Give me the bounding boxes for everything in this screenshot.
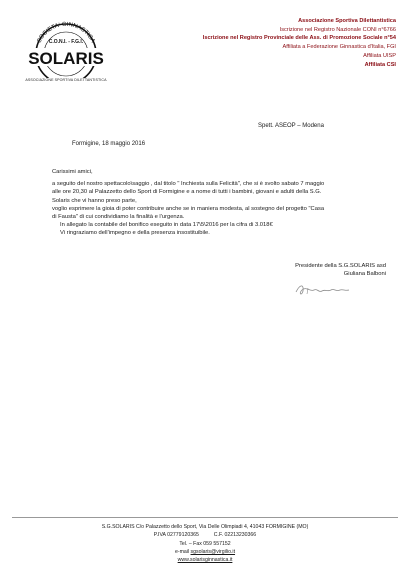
association-header bbox=[146, 17, 396, 69]
letter-body bbox=[52, 168, 382, 238]
logo-graphic bbox=[20, 14, 112, 78]
header-line-5: Affiliata UISP bbox=[363, 52, 396, 59]
salutation: Carissimi amici, bbox=[52, 169, 93, 175]
handwritten-signature bbox=[294, 282, 354, 303]
header-line-4: Affiliata a Federazione Ginnastica d'Italia, FGI bbox=[282, 44, 396, 51]
signature-name: Giuliana Balboni bbox=[343, 271, 386, 278]
footer-website-link[interactable]: www.solarisginnastica.it bbox=[177, 557, 233, 564]
footer-tax-row bbox=[0, 531, 410, 539]
place-date: Formigine, 18 maggio 2016 bbox=[72, 141, 146, 147]
payment-paragraph: In allegato la contabile del bonifico eseguito in data 17\5\2016 per la cifra di 3.018€ bbox=[60, 222, 273, 229]
logo-coni-text: C.O.N.I. - F.G.I. bbox=[48, 39, 84, 45]
footer-tel: Tel. – Fax 059 557152 bbox=[179, 540, 231, 547]
thanks-paragraph: Vi ringraziamo dell'impegno e della presenza insostituibile. bbox=[60, 230, 210, 237]
header-line-2: Iscrizione nel Registro Nazionale CONI n°6766 bbox=[279, 26, 396, 33]
paragraph-line-1: a seguito del nostro spettacolo\saggio , dal titolo " Inchiesta sulla Felicità", che si è svolto sabato 7 maggio bbox=[52, 181, 325, 188]
logo-arc-text: SOCIETA' GINNASTICA bbox=[36, 21, 96, 45]
paragraph-line-2: alle ore 20,30 al Palazzetto dello Sport di Formigine e a nome di tutti i bambini, giovani e adulti della S.G. bbox=[52, 189, 322, 196]
recipient: Spett. ASEOP – Modena bbox=[258, 123, 324, 129]
paragraph-line-3: Solaris che vi hanno preso parte, bbox=[52, 197, 137, 204]
logo-name: SOLARIS bbox=[28, 49, 104, 68]
footer-email-label: e-mail bbox=[174, 548, 190, 555]
header-line-3: Iscrizione nel Registro Provinciale delle Ass. di Promozione Sociale n°54 bbox=[202, 35, 396, 42]
solaris-logo bbox=[20, 14, 112, 86]
paragraph-line-5: di Fausta" di cui condividiamo la finalità e l'urgenza. bbox=[52, 214, 185, 221]
footer-email-link[interactable]: sgsolaris@virgilio.it bbox=[190, 548, 236, 555]
logo-subtitle: ASSOCIAZIONE SPORTIVA DILETTANTISTICA bbox=[25, 78, 107, 82]
footer-piva: P.IVA 02779120365 bbox=[153, 532, 199, 539]
header-line-1: Associazione Sportiva Dilettantistica bbox=[298, 18, 396, 24]
signature-block bbox=[274, 262, 386, 279]
paragraph-line-4: voglio esprimere la gioia di poter contribuire anche se in maniera modesta, al sostegno del progetto "Casa bbox=[52, 205, 325, 212]
footer-cf: C.F. 02213230366 bbox=[213, 532, 257, 539]
header-line-6: Affiliata CSI bbox=[364, 61, 396, 68]
footer-address: S.G.SOLARIS C/o Palazzetto dello Sport, Via Delle Olimpiadi 4, 41043 FORMIGINE (MO) bbox=[101, 524, 309, 530]
footer-email-row bbox=[0, 548, 410, 556]
footer-website-row bbox=[0, 556, 410, 564]
footer-divider bbox=[12, 517, 398, 518]
footer bbox=[0, 523, 410, 564]
signature-title: Presidente della S.G.SOLARIS asd bbox=[295, 263, 386, 269]
